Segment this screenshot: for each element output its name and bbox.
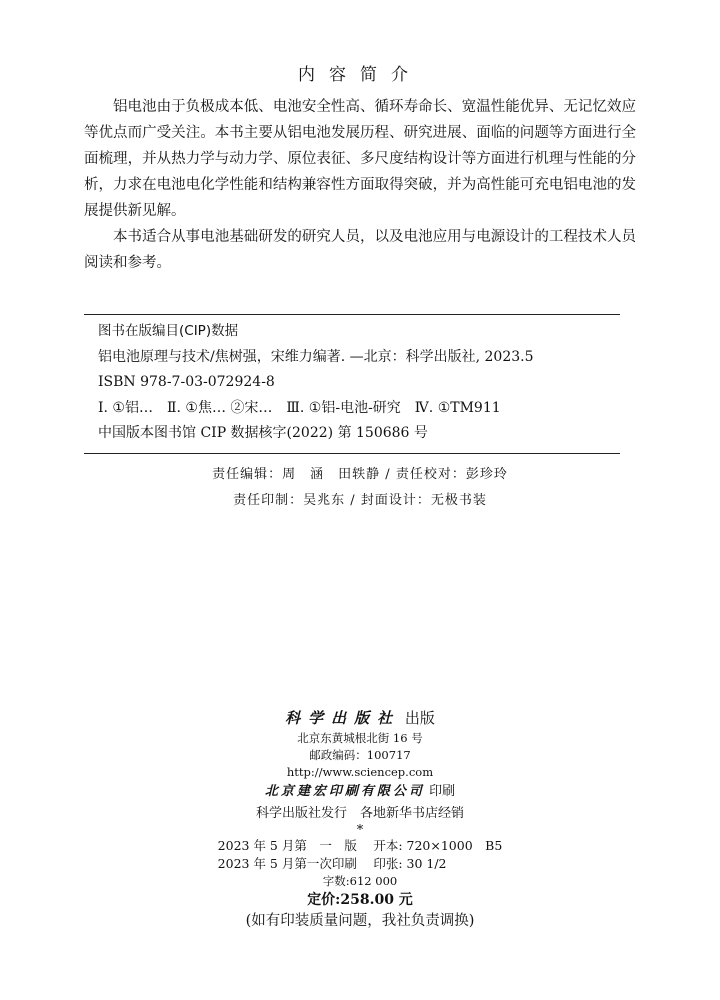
summary-paragraph: 铝电池由于负极成本低、电池安全性高、循环寿命长、宽温性能优异、无记忆效应等优点而广受关注。本书主要从铝电池发展历程、研究进展、面临的问题等方面进行全面梳理，并从热力学与动力学、原位表征、多尺度结构设计等方面进行机理与性能的分析，力求在电池电化学性能和结构兼容性方面取得突破，并为高性能可充电铝电池的发展提供新见解。	[84, 99, 636, 219]
editors-credit: 责任编辑：周 涵 田轶静 / 责任校对：彭珍玲	[212, 467, 508, 482]
cip-isbn: ISBN 978-7-03-072924-8	[98, 374, 275, 390]
summary-paragraph: 本书适合从事电池基础研发的研究人员，以及电池应用与电源设计的工程技术人员阅读和参考。	[84, 229, 636, 271]
summary-title: 内容简介	[298, 65, 422, 85]
printer-suffix: 印刷	[429, 784, 456, 799]
publisher-suffix: 出版	[404, 709, 435, 727]
publisher-address: 北京东黄城根北街 16 号	[297, 731, 423, 745]
responsibility-credits	[0, 462, 720, 514]
imprint-block	[0, 706, 720, 932]
distribution-line: 科学出版社发行 各地新华书店经销	[255, 806, 464, 821]
printing-credit: 责任印制：吴兆东 / 封面设计：无极书装	[233, 493, 487, 508]
publisher-website: http://www.sciencep.com	[286, 765, 434, 779]
cip-heading: 图书在版编目(CIP)数据	[98, 323, 239, 339]
cip-classification: Ⅰ. ①铝… Ⅱ. ①焦… ②宋… Ⅲ. ①铝-电池-研究 Ⅳ. ①TM911	[98, 399, 501, 416]
publisher-name: 科学出版社	[285, 709, 401, 727]
publisher-line	[0, 706, 720, 730]
edition-line: 2023 年 5 月第 一 版 开本: 720×1000 B5	[217, 838, 503, 853]
publisher-postcode: 邮政编码：100717	[309, 748, 411, 762]
price: 定价:258.00 元	[307, 892, 413, 908]
cip-entry: 铝电池原理与技术/焦树强，宋维力编著. —北京：科学出版社, 2023.5	[98, 348, 534, 365]
summary-text	[84, 94, 636, 276]
print-specs	[218, 837, 503, 873]
separator-star: *	[356, 823, 364, 838]
cip-data-block	[84, 314, 620, 454]
printer-name: 北京建宏印刷有限公司	[264, 784, 425, 799]
cip-record: 中国版本图书馆 CIP 数据核字(2022) 第 150686 号	[98, 425, 428, 441]
printer-line	[0, 781, 720, 803]
word-count: 字数:612 000	[322, 874, 398, 888]
quality-notice: (如有印装质量问题，我社负责调换)	[245, 913, 475, 929]
print-line: 2023 年 5 月第一次印刷 印张: 30 1/2	[217, 856, 447, 871]
